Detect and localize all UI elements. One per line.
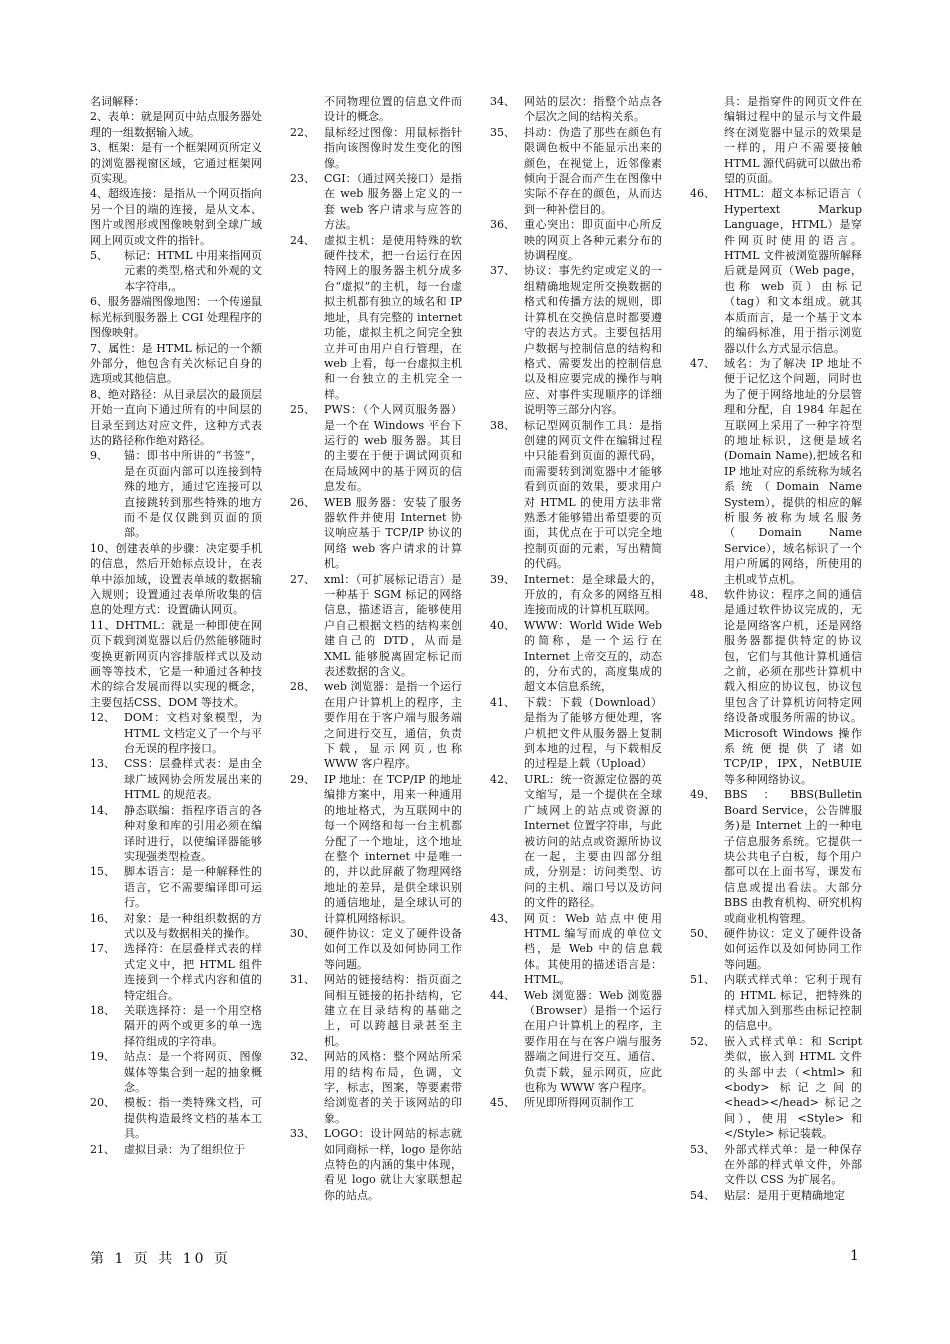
entry-number: 48、 <box>690 588 715 601</box>
entry-text: 网页：Web 站点中使用 HTML 编写而成的单位文档，是 Web 中的信息载体。其使用的描述语言是：HTML。 <box>524 911 662 987</box>
entry-text: BBS：BBS(Bulletin Board Service，公告牌服务)是 Internet 上的一种电子信息服务系统。它提供一块公共电子白板，每个用户都可以在上面书写，课发布信息或提出看法。大部分 BBS 由教育机构、研究机构或商业机构管理。 <box>724 788 862 925</box>
entry-text: 嵌入式样式单：和 Script 类似，嵌入到 HTML 文件的头部中去（<html> 和 <body> 标记之间的 <head></head> 标记之间），使用 <Style> 和 </Style> 标记装载。 <box>724 1034 862 1141</box>
glossary-entry <box>490 418 662 572</box>
entry-text: 域名：为了解决 IP 地址不便于记忆这个问题，同时也为了便于网络地址的分层管理和分配，自 1984 年起在互联网上采用了一种字符型的地址标识，这便是域名(Domain Name),把域名和 IP 地址对应的系统称为域名系统（Domain Name System），提供的相应的解析服务被称为域名服务（Domain Name Service），域名标识了一个用户所属的网络，所使用的主机或节点机。 <box>724 356 862 586</box>
glossary-entry <box>290 402 462 494</box>
glossary-entry <box>690 972 862 1034</box>
entry-text: 网站的链接结构：指页面之间相互链接的拓扑结构，它建立在目录结构的基础之上，可以跨越目录甚至主机。 <box>324 973 462 1048</box>
glossary-entry: 3、框架：是有一个框架网页所定义的浏览器视窗区域，它通过框架网页实现。 <box>90 141 262 186</box>
entry-text: 外部式样式单：是一种保存在外部的样式单文件，外部文件以 CSS 为扩展名。 <box>724 1142 862 1187</box>
entry-text: 重心突出：即页面中心所反映的网页上各种元素分布的协调程度。 <box>524 218 662 263</box>
entry-text: WEB 服务器：安装了服务器软件并使用 Internet 协议响应基于 TCP/IP 协议的网络 web 客户请求的计算机。 <box>324 495 462 571</box>
entry-text: 具：是指穿件的网页文件在编辑过程中的显示与文件最终在浏览器中显示的效果是一样的，用户不需要接触 HTML 源代码就可以做出希望的页面。 <box>724 95 862 186</box>
footer-page-label: 第 1 页 共 10 页 <box>90 1251 231 1267</box>
glossary-entry <box>490 618 662 695</box>
entry-text: CSS：层叠样式表：是由全球广域网协会所发展出来的 HTML 的规范表。 <box>124 757 262 802</box>
entry-number: 54、 <box>690 1188 715 1202</box>
entry-text: 内联式样式单：它利于现有的 HTML 标记，把特殊的样式加入到那些由标记控制的信息中。 <box>724 973 862 1033</box>
entry-number: 29、 <box>290 772 315 786</box>
entry-number: 46、 <box>690 187 715 201</box>
glossary-entry <box>690 587 862 787</box>
entry-number: 51、 <box>690 973 715 987</box>
glossary-entry <box>490 911 662 988</box>
entry-number: 50、 <box>690 926 715 940</box>
entry-number: 37、 <box>490 264 515 278</box>
entry-text: 脚本语言：是一种解释性的语言，它不需要编译即可运行。 <box>124 865 262 910</box>
entry-text: 硬件协议：定义了硬件设备如何运作以及如何协同工作等问题。 <box>724 926 862 971</box>
entry-text: PWS：（个人网页服务器）是一个在 Windows 平台下运行的 web 服务器。其目的主要在于便于调试网页和在局域网中的基于网页的信息发布。 <box>324 403 462 494</box>
entry-text: 选择符：在层叠样式表的样式定义中，把 HTML 组件连接到一个样式内容和值的特定组合。 <box>124 942 262 1002</box>
entry-text: 虚拟主机：是使用特殊的软硬件技术，把一台运行在因特网上的服务器主机分成多台“虚拟”的主机，每一台虚拟主机都有独立的域名和 IP 地址，具有完整的 internet 功能，虚拟主机之间完全独立并可由用户自行管理，在 web 上看，每一台虚拟主机和一台独立的主机完全一样。 <box>324 233 462 401</box>
entry-number <box>690 94 724 186</box>
entry-text: 下载：下载（Download）是指为了能够方便处理，客户机把文件从服务器上复制到本地的过程，与下载相反的过程是上载（Upload） <box>524 695 662 771</box>
glossary-entry <box>290 1049 462 1126</box>
entry-text: 标记：HTML 中用来指网页元素的类型,格式和外观的文本字符串,。 <box>124 249 262 293</box>
entry-number: 20、 <box>90 1096 115 1110</box>
entry-number: 16、 <box>90 911 115 925</box>
entry-number: 41、 <box>490 695 515 709</box>
glossary-entry: 10、创建表单的步骤：决定要手机的信息，然后开始标点设计，在表单中添加域，设置表单域的数据输入规则；设置通过表单所收集的信息的处理方式：设置确认网页。 <box>90 541 262 617</box>
entry-text: 虚拟目录：为了组织位于 <box>124 1142 245 1156</box>
glossary-entry <box>690 186 862 355</box>
glossary-entry <box>290 94 462 125</box>
entry-text: LOGO：设计网站的标志就如同商标一样，logo 是你站点特色的内涵的集中体现，看见 logo 就让大家联想起你的站点。 <box>324 1127 462 1202</box>
entry-number: 27、 <box>290 572 315 586</box>
glossary-entry <box>490 772 662 911</box>
entry-number <box>290 94 324 125</box>
entry-number: 19、 <box>90 1050 115 1064</box>
glossary-entry <box>90 941 262 1003</box>
footer-page-number: 1 <box>850 1248 859 1264</box>
glossary-entry <box>90 1142 262 1157</box>
glossary-entry <box>290 572 462 680</box>
glossary-entry <box>290 233 462 402</box>
entry-number: 44、 <box>490 988 515 1002</box>
entry-number: 53、 <box>690 1142 715 1156</box>
column-4 <box>690 94 862 1203</box>
glossary-entry <box>90 803 262 865</box>
glossary-entry: 2、表单：就是网页中站点服务器处理的一组数据输入域。 <box>90 110 262 139</box>
glossary-entry <box>290 679 462 771</box>
entry-text: xml：（可扩展标记语言）是一种基于 SGM 标记的网络信息，描述语言，能够使用户自己根据文档的结构来创建自己的 DTD，从而是 XML 能够脱离固定标记而表述数据的含义。 <box>324 572 462 679</box>
entry-text: 软件协议：程序之间的通信是通过软件协议完成的，无论是网络客户机，还是网络服务器都提供特定的协议包，它们与其他计算机通信之前，必须在那些计算机中载入相应的协议包，协议包里包含了计算机访问特定网络设备或服务所需的协议。Microsoft Windows 操作系统便提供了诸如 TCP/IP，IPX，NetBUIE 等多种网络协议。 <box>724 588 862 786</box>
entry-number: 30、 <box>290 926 315 940</box>
glossary-entry: 4、超级连接：是指从一个网页指向另一个目的端的连接，是从文本、图片或图形或图像映射到全球广域网上网页或文件的指针。 <box>90 187 262 247</box>
entry-text: 关联选择符：是一个用空格隔开的两个或更多的单一选择符组成的字符串。 <box>124 1003 262 1048</box>
entry-number: 39、 <box>490 572 515 586</box>
entry-number: 12、 <box>90 711 115 725</box>
entry-text: 网站的层次：指整个站点各个层次之间的结构关系。 <box>524 95 662 124</box>
glossary-entry <box>90 248 262 294</box>
entry-number: 47、 <box>690 356 715 370</box>
entry-number: 13、 <box>90 757 115 771</box>
entry-text: Internet：是全球最大的，开放的，有众多的网络互相连接而成的计算机互联网。 <box>524 572 662 617</box>
entry-text: HTML：超文本标记语言（ Hypertext Markup Language，HTML）是穿件网页时使用的语言。HTML 文件被浏览器所解释后就是网页（Web page，也称 web 页）由标记（tag）和文本组成。就其本质而言，是一个基于文本的编码标准，用于指示浏览器以什么方式显示信息。 <box>724 187 862 355</box>
entry-number: 32、 <box>290 1050 315 1064</box>
entry-text: 模板：指一类特殊文档，可提供构造最终文档的基本工具。 <box>124 1096 262 1141</box>
glossary-entry: 11、DHTML：就是一种即使在网页下载到浏览器以后仍然能够随时变换更新网页内容排版样式以及动画等等技术，它是一种通过各种技术的综合发展而得以实现的概念，主要包括CSS、DOM 等技术。 <box>90 618 262 709</box>
glossary-entry <box>90 448 262 540</box>
glossary-entry <box>290 125 462 171</box>
glossary-entry <box>490 125 662 217</box>
entry-number: 25、 <box>290 403 315 417</box>
glossary-entry <box>290 972 462 1049</box>
glossary-entry <box>490 263 662 417</box>
entry-text: DOM：文档对象模型，为 HTML 文档定义了一个与平台无误的程序接口。 <box>124 711 262 756</box>
entry-number: 43、 <box>490 911 515 925</box>
entry-number: 15、 <box>90 865 115 879</box>
entry-text: 对象：是一种组织数据的方式以及与数据相关的操作。 <box>124 911 262 940</box>
entry-number: 36、 <box>490 218 515 232</box>
entry-text: 站点：是一个将网页、图像媒体等集合到一起的抽象概念。 <box>124 1050 262 1094</box>
glossary-entry <box>90 756 262 802</box>
glossary-entry <box>490 988 662 1096</box>
entry-number: 14、 <box>90 803 115 817</box>
glossary-entry <box>290 171 462 233</box>
entry-text: 鼠标经过图像：用鼠标指针指向该图像时发生变化的图像。 <box>324 125 462 170</box>
entry-text: IP 地址：在 TCP/IP 的地址编排方案中，用来一种通用的地址格式，为互联网中的每一个网络和每一台主机都分配了一个地址，这个地址在整个 internet 中是唯一的，并以此屏蔽了物理网络地址的差异，是供全球识别的通信地址，是全球认可的计算机网络标识。 <box>324 772 462 925</box>
glossary-entry <box>90 864 262 910</box>
entry-text: 贴层：是用于更精确地定 <box>724 1188 845 1202</box>
entry-number: 35、 <box>490 125 515 139</box>
entry-text: 静态联编：指程序语言的各种对象和库的引用必须在编译时进行，以使编译器能够实现强类型检查。 <box>124 803 262 863</box>
entry-number: 33、 <box>290 1127 315 1141</box>
entry-text: 网站的风格：整个网站所采用的结构布局，色调，文字，标志，图案，等要素带给浏览者的关于该网站的印象。 <box>324 1050 462 1125</box>
glossary-entry <box>490 94 662 125</box>
entry-number: 17、 <box>90 942 115 956</box>
glossary-entry: 6、服务器端图像地图：一个传递鼠标光标到服务器上 CGI 处理程序的图像映射。 <box>90 295 262 340</box>
glossary-entry <box>90 1095 262 1141</box>
entry-number: 42、 <box>490 772 515 786</box>
glossary-entry <box>490 1095 662 1110</box>
glossary-entry <box>490 217 662 263</box>
entry-number: 18、 <box>90 1003 115 1017</box>
entry-number: 31、 <box>290 973 315 987</box>
glossary-entry <box>690 1188 862 1203</box>
glossary-entry <box>290 1126 462 1203</box>
entry-number: 34、 <box>490 95 515 108</box>
entry-text: URL：统一资源定位器的英文缩写，是一个提供在全球广域网上的站点或资源的 Internet 位置字符串，与此被访问的站点或资源所协议在一起，主要由四部分组成，分别是：访问类型、访问的主机、端口号以及访问的文件的路径。 <box>524 772 662 910</box>
glossary-entry: 8、绝对路径：从目录层次的最顶层开始一直向下通过所有的中间层的目录至到达对应文件，这种方式表达的路径称作绝对路径。 <box>90 387 262 447</box>
glossary-entry <box>90 710 262 756</box>
glossary-entry <box>490 572 662 618</box>
glossary-entry <box>690 94 862 186</box>
entry-number: 49、 <box>690 788 715 802</box>
glossary-entry <box>290 926 462 972</box>
entry-text: 锚：即书中所讲的“书签”，是在页面内部可以连接到特殊的地方，通过它连接可以直接跳转到那些特殊的地方而不是仅仅跳到页面的顶部。 <box>124 449 262 540</box>
entry-text: 硬件协议：定义了硬件设备如何工作以及如何协同工作等问题。 <box>324 926 462 971</box>
glossary-entry <box>290 772 462 926</box>
entry-number: 40、 <box>490 618 515 632</box>
glossary-entry <box>690 356 862 587</box>
glossary-entry <box>90 1003 262 1049</box>
glossary-entry <box>690 1034 862 1142</box>
entry-text: 所见即所得网页制作工 <box>524 1096 634 1110</box>
column-1 <box>90 94 262 1157</box>
entry-number: 23、 <box>290 172 315 186</box>
glossary-entry <box>690 787 862 926</box>
entry-text: 抖动：伪造了那些在颜色有限调色板中不能显示出来的颜色，在视觉上，近邻像素倾向于混合而产生在图像中实际不存在的颜色，从而达到一种补偿目的。 <box>524 125 662 216</box>
entry-text: 不同物理位置的信息文件而设计的概念。 <box>324 95 462 124</box>
entry-text: WWW：World Wide Web 的简称，是一个运行在 Internet 上帝交互的，动态的，分布式的，高度集成的超文本信息系统， <box>524 618 662 694</box>
entry-number: 9、 <box>90 449 108 463</box>
entry-number: 22、 <box>290 125 315 139</box>
entry-number: 21、 <box>90 1142 115 1156</box>
entry-text: web 浏览器：是指一个运行在用户计算机上的程序，主要作用在于客户端与服务端之间进行交互，通信，负责下载，显示网页,也称 WWW 客户程序。 <box>324 680 462 771</box>
glossary-entry <box>490 695 662 772</box>
glossary-entry: 7、属性：是 HTML 标记的一个额外部分，他包含有关次标记自身的选项或其他信息。 <box>90 341 262 386</box>
entry-text: 协议：事先约定或定义的一组精确地规定所交换数据的格式和传播方法的规则，即计算机在交换信息时都要遵守的表达方式。主要包括用户数据与控制信息的结构和格式、需要发出的控制信息以及相应要完成的操作与响应、对事件实现顺序的详细说明等三部分内容。 <box>524 264 662 417</box>
entry-number: 28、 <box>290 680 315 694</box>
entry-text: Web 浏览器：Web 浏览器（Browser）是指一个运行在用户计算机上的程序，主要作用在与在客户端与服务器端之间进行交互、通信、负责下载，显示网页，应此也称为 WWW 客户程序。 <box>524 988 662 1094</box>
column-3 <box>490 94 662 1111</box>
glossary-entry <box>290 495 462 572</box>
entry-text: CGI：（通过网关接口）是指在 web 服务器上定义的一套 web 客户请求与应答的方法。 <box>324 172 462 232</box>
entry-number: 26、 <box>290 495 315 509</box>
column-2 <box>290 94 462 1203</box>
glossary-entry <box>90 1049 262 1095</box>
entry-text: 标记型网页制作工具：是指创建的网页文件在编辑过程中只能看到页面的源代码，而需要转到浏览器中才能够看到页面的效果，要求用户对 HTML 的使用方法非常熟悉才能够错出希望要的页面，其优点在于可以完全地控制页面的元素，写出精简的代码。 <box>524 418 662 571</box>
glossary-entry: 名词解释： <box>90 95 145 108</box>
entry-number: 45、 <box>490 1096 515 1110</box>
entry-number: 24、 <box>290 233 315 247</box>
entry-number: 38、 <box>490 418 515 432</box>
entry-number: 52、 <box>690 1034 715 1048</box>
glossary-entry <box>90 911 262 942</box>
glossary-entry <box>690 926 862 972</box>
glossary-entry <box>690 1142 862 1188</box>
entry-number: 5、 <box>90 249 108 263</box>
